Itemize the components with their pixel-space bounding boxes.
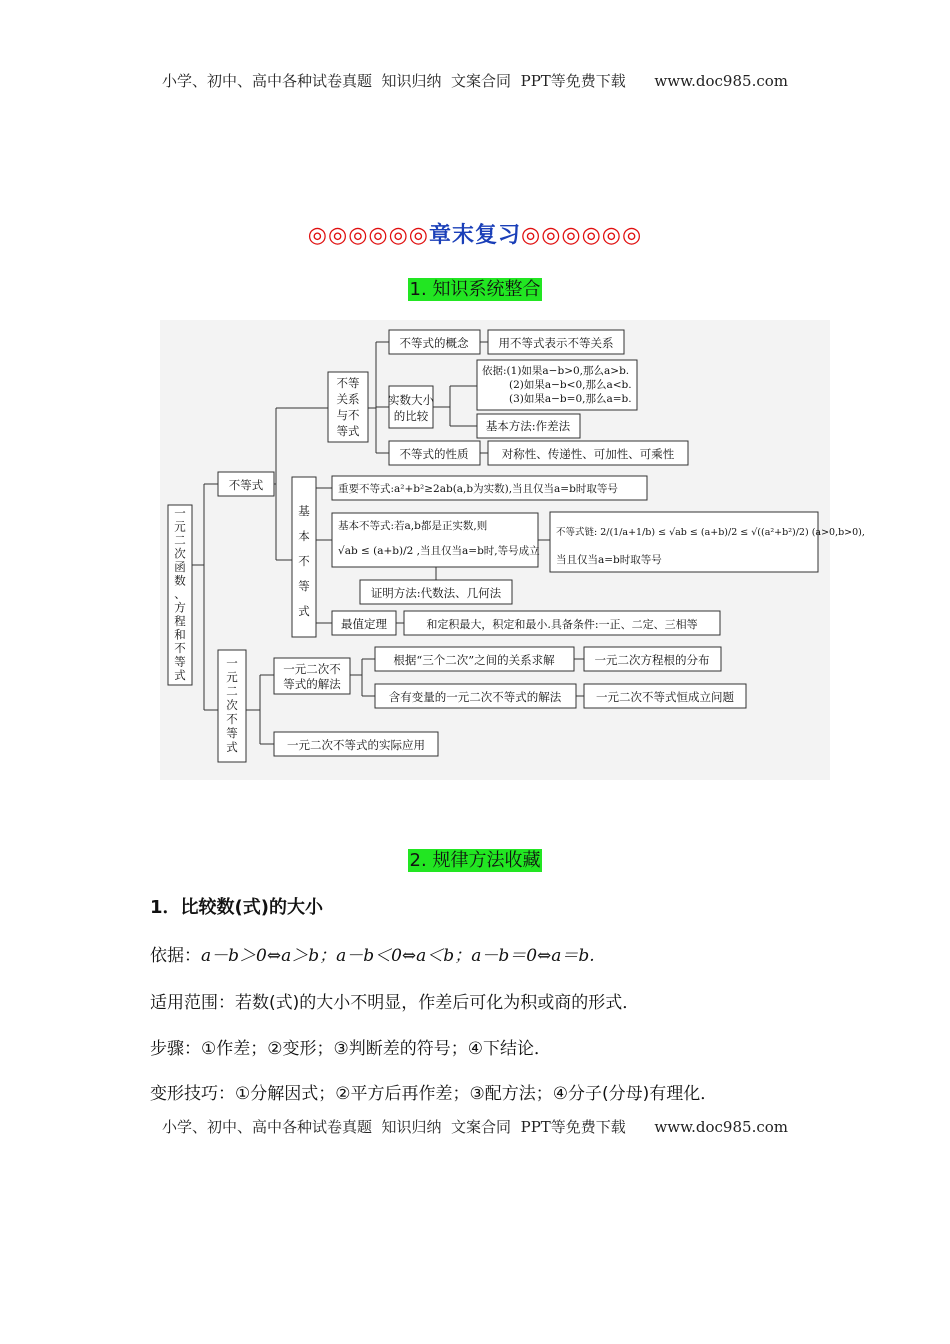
- mm-compare-1: 实数大小: [388, 393, 434, 407]
- mm-extremum-detail: 和定积最大，积定和最小.具备条件:一正、二定、三相等: [426, 618, 698, 631]
- mm-ineq-relation-4: 等式: [336, 424, 360, 438]
- mm-concept-detail: 用不等式表示不等关系: [498, 336, 614, 350]
- title-marks-left: ◎◎◎◎◎◎: [307, 223, 429, 248]
- mm-ineq-relation-2: 关系: [336, 392, 360, 406]
- mm-chain-line2: 当且仅当a=b时取等号: [556, 554, 662, 566]
- section-heading-1-label: 1. 知识系统整合: [409, 279, 541, 300]
- page-footer: 小学、初中、高中各种试卷真题 知识归纳 文案合同 PPT等免费下载 www.doc985.com: [161, 1118, 788, 1136]
- mm-quad-ineq-3: 二: [226, 684, 238, 698]
- mm-solve-2: 等式的解法: [283, 677, 341, 691]
- method-heading: 1．比较数(式)的大小: [150, 897, 323, 918]
- mm-quad-ineq-7: 式: [226, 740, 238, 754]
- mm-quad-ineq-2: 元: [226, 670, 238, 684]
- page-header: 小学、初中、高中各种试卷真题 知识归纳 文案合同 PPT等免费下载 www.doc985.com: [161, 72, 788, 90]
- basis-paragraph: [150, 941, 595, 966]
- mm-proof: 证明方法:代数法、几何法: [370, 586, 502, 600]
- steps-paragraph: 步骤：①作差；②变形；③判断差的符号；④下结论．: [150, 1039, 551, 1059]
- mm-basic-method: 基本方法:作差法: [485, 419, 571, 433]
- mm-basic-line1: 基本不等式:若a,b都是正实数,则: [338, 520, 488, 532]
- mm-quad-ineq-4: 次: [226, 698, 238, 712]
- mm-quad-ineq-5: 不: [226, 712, 238, 726]
- mm-ineq-relation-3: 与不: [336, 408, 360, 422]
- mm-property: 不等式的性质: [399, 447, 469, 461]
- mm-ineq-relation-1: 不等: [336, 376, 360, 390]
- mm-basic-ineq-1: 基: [298, 504, 310, 518]
- mm-basic-ineq-4: 等: [298, 579, 310, 593]
- mm-basis-3: (3)如果a−b=0,那么a=b.: [509, 393, 632, 405]
- mm-compare-2: 的比较: [393, 409, 429, 423]
- mm-important: 重要不等式:a²+b²≥2ab(a,b为实数),当且仅当a=b时取等号: [338, 483, 618, 495]
- mm-basic-ineq-2: 本: [298, 529, 310, 543]
- section-heading-1: [0, 275, 950, 301]
- mm-basic-line2: √ab ≤ (a+b)/2 ,当且仅当a=b时,等号成立: [338, 545, 540, 557]
- mm-root-dist: 一元二次方程根的分布: [594, 653, 710, 667]
- mm-solve-1: 一元二次不: [283, 662, 341, 676]
- mm-application: 一元二次不等式的实际应用: [287, 738, 425, 752]
- mm-basic-ineq-5: 式: [298, 604, 310, 618]
- mm-param: 含有变量的一元二次不等式的解法: [388, 690, 562, 704]
- section-heading-2-label: 2. 规律方法收藏: [409, 850, 541, 871]
- knowledge-mindmap: [160, 320, 865, 780]
- mm-basis-2: (2)如果a−b<0,那么a<b.: [509, 379, 632, 391]
- mm-basis-1: 依据:(1)如果a−b>0,那么a>b.: [482, 365, 630, 377]
- mm-extremum: 最值定理: [341, 617, 387, 631]
- basis-label: 依据：: [150, 946, 201, 966]
- mm-concept: 不等式的概念: [399, 336, 469, 350]
- scope-paragraph: 适用范围：若数(式)的大小不明显，作差后可化为积或商的形式．: [150, 993, 640, 1013]
- mm-property-detail: 对称性、传递性、可加性、可乘性: [501, 447, 675, 461]
- mm-quad-ineq-1: 一: [226, 656, 238, 670]
- mm-root-char: 一元二次函数、方程和不等式: [174, 506, 186, 682]
- section-heading-2: [0, 846, 950, 872]
- basis-formula: a－b＞0⇔a＞b；a－b＜0⇔a＜b；a－b＝0⇔a＝b.: [201, 946, 595, 966]
- mm-chain-line1: 不等式链: 2/(1/a+1/b) ≤ √ab ≤ (a+b)/2 ≤ √((a²+b²)/2) (a>0,b>0),: [556, 527, 865, 538]
- mm-basic-ineq-3: 不: [298, 554, 310, 568]
- chapter-title: [0, 218, 950, 249]
- title-marks-right: ◎◎◎◎◎◎: [521, 223, 643, 248]
- tricks-paragraph: 变形技巧：①分解因式；②平方后再作差；③配方法；④分子(分母)有理化．: [150, 1084, 718, 1104]
- title-text: 章末复习: [428, 223, 521, 248]
- mm-inequality: 不等式: [228, 478, 264, 492]
- mm-quad-ineq-6: 等: [226, 726, 238, 740]
- mm-always-true: 一元二次不等式恒成立问题: [596, 690, 734, 704]
- mm-three-quad: 根据“三个二次”之间的关系求解: [393, 653, 555, 667]
